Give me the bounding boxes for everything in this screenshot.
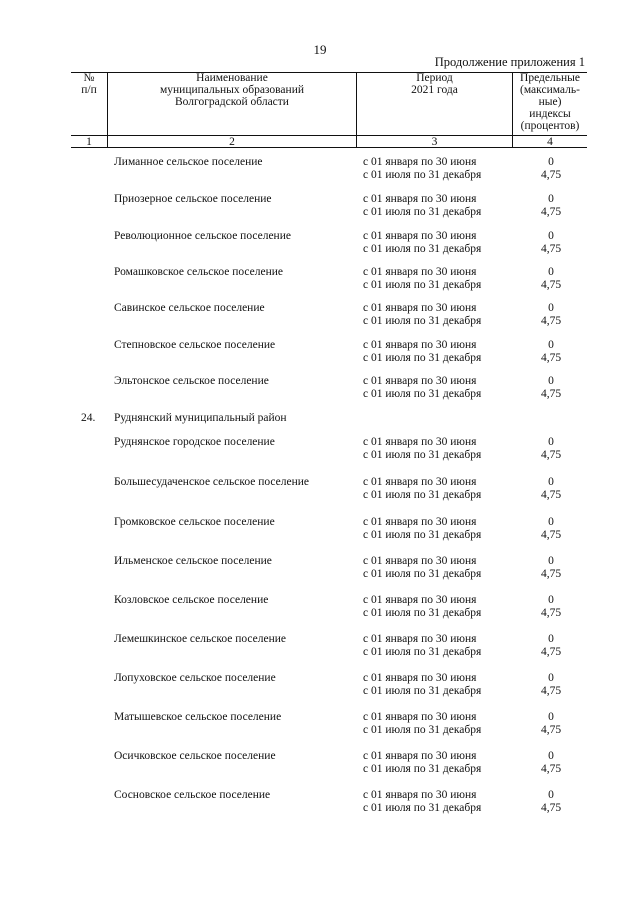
period-second-half: с 01 июля по 31 декабря <box>363 723 482 736</box>
period-first-half: с 01 января по 30 июня <box>363 339 477 351</box>
period-cell <box>363 750 481 775</box>
table-row <box>0 412 640 438</box>
index-value-first-half: 0 <box>548 339 554 351</box>
index-value-second-half: 4,75 <box>540 606 562 619</box>
index-value-second-half: 4,75 <box>540 242 562 255</box>
period-first-half: с 01 января по 30 июня <box>363 711 477 723</box>
header-index: Предельные (максималь- ные) индексы (процентов) <box>520 72 580 132</box>
header-period: Период 2021 года <box>411 72 458 96</box>
period-second-half: с 01 июля по 31 декабря <box>363 528 482 541</box>
period-second-half: с 01 июля по 31 декабря <box>363 242 482 255</box>
period-cell <box>363 193 481 218</box>
municipality-name: Осичковское сельское поселение <box>114 750 276 762</box>
table-row <box>0 230 640 256</box>
index-cell <box>520 339 582 364</box>
period-cell <box>363 375 481 400</box>
period-cell <box>363 633 481 658</box>
table-row <box>0 436 640 462</box>
index-cell <box>520 555 582 580</box>
index-value-first-half: 0 <box>548 230 554 242</box>
period-second-half: с 01 июля по 31 декабря <box>363 387 482 400</box>
index-value-first-half: 0 <box>548 375 554 387</box>
period-cell <box>363 516 481 541</box>
period-cell <box>363 436 481 461</box>
table-row <box>0 594 640 620</box>
index-cell <box>520 156 582 181</box>
period-second-half: с 01 июля по 31 декабря <box>363 314 482 327</box>
index-value-second-half: 4,75 <box>540 723 562 736</box>
period-first-half: с 01 января по 30 июня <box>363 594 477 606</box>
table-row <box>0 193 640 219</box>
table-row <box>0 672 640 698</box>
table-row <box>0 266 640 292</box>
period-first-half: с 01 января по 30 июня <box>363 750 477 762</box>
index-value-first-half: 0 <box>548 156 554 168</box>
period-first-half: с 01 января по 30 июня <box>363 436 477 448</box>
index-value-second-half: 4,75 <box>540 684 562 697</box>
table-row <box>0 633 640 659</box>
period-first-half: с 01 января по 30 июня <box>363 555 477 567</box>
index-cell <box>520 711 582 736</box>
municipality-name: Ильменское сельское поселение <box>114 555 272 567</box>
table-row <box>0 789 640 815</box>
period-second-half: с 01 июля по 31 декабря <box>363 567 482 580</box>
index-cell <box>520 302 582 327</box>
table-row <box>0 339 640 365</box>
index-cell <box>520 594 582 619</box>
period-first-half: с 01 января по 30 июня <box>363 266 477 278</box>
index-value-second-half: 4,75 <box>540 387 562 400</box>
index-value-second-half: 4,75 <box>540 762 562 775</box>
index-cell <box>520 436 582 461</box>
period-first-half: с 01 января по 30 июня <box>363 672 477 684</box>
period-cell <box>363 555 481 580</box>
index-value-second-half: 4,75 <box>540 448 562 461</box>
period-second-half: с 01 июля по 31 декабря <box>363 278 482 291</box>
index-cell <box>520 789 582 814</box>
column-number: 1 <box>86 136 92 148</box>
index-value-second-half: 4,75 <box>540 488 562 501</box>
period-first-half: с 01 января по 30 июня <box>363 375 477 387</box>
period-first-half: с 01 января по 30 июня <box>363 302 477 314</box>
index-cell <box>520 230 582 255</box>
table-row <box>0 476 640 502</box>
index-cell <box>520 633 582 658</box>
period-cell <box>363 266 481 291</box>
municipality-name: Степновское сельское поселение <box>114 339 276 351</box>
page-number: 19 <box>313 42 327 57</box>
municipality-name: Лопуховское сельское поселение <box>114 672 276 684</box>
period-first-half: с 01 января по 30 июня <box>363 230 477 242</box>
period-second-half: с 01 июля по 31 декабря <box>363 205 482 218</box>
row-number: 24. <box>81 412 96 424</box>
period-cell <box>363 339 481 364</box>
index-value-first-half: 0 <box>548 789 554 801</box>
period-first-half: с 01 января по 30 июня <box>363 789 477 801</box>
column-number: 4 <box>547 136 553 148</box>
municipality-name: Ромашковское сельское поселение <box>114 266 283 278</box>
period-first-half: с 01 января по 30 июня <box>363 193 477 205</box>
period-second-half: с 01 июля по 31 декабря <box>363 448 482 461</box>
index-value-second-half: 4,75 <box>540 205 562 218</box>
municipality-name: Большесудаченское сельское поселение <box>114 476 310 488</box>
header-num: № п/п <box>81 72 97 96</box>
period-cell <box>363 789 481 814</box>
table-row <box>0 516 640 542</box>
index-cell <box>520 375 582 400</box>
period-second-half: с 01 июля по 31 декабря <box>363 645 482 658</box>
column-number: 3 <box>431 136 438 148</box>
municipality-name: Козловское сельское поселение <box>114 594 269 606</box>
municipality-name: Руднянский муниципальный район <box>114 412 287 424</box>
municipality-name: Эльтонское сельское поселение <box>114 375 269 387</box>
period-cell <box>363 594 481 619</box>
municipality-name: Руднянское городское поселение <box>114 436 275 448</box>
index-cell <box>520 516 582 541</box>
period-second-half: с 01 июля по 31 декабря <box>363 606 482 619</box>
table-row <box>0 156 640 182</box>
index-value-second-half: 4,75 <box>540 528 562 541</box>
period-cell <box>363 156 481 181</box>
municipality-name: Лиманное сельское поселение <box>114 156 263 168</box>
period-second-half: с 01 июля по 31 декабря <box>363 684 482 697</box>
index-value-second-half: 4,75 <box>540 278 562 291</box>
index-cell <box>520 266 582 291</box>
index-value-second-half: 4,75 <box>540 314 562 327</box>
period-cell <box>363 711 481 736</box>
period-second-half: с 01 июля по 31 декабря <box>363 488 482 501</box>
table-row <box>0 375 640 401</box>
municipality-name: Савинское сельское поселение <box>114 302 265 314</box>
table-header <box>71 72 587 148</box>
index-value-second-half: 4,75 <box>540 168 562 181</box>
period-first-half: с 01 января по 30 июня <box>363 633 477 645</box>
period-second-half: с 01 июля по 31 декабря <box>363 762 482 775</box>
index-value-first-half: 0 <box>548 193 554 205</box>
period-cell <box>363 302 481 327</box>
index-value-second-half: 4,75 <box>540 351 562 364</box>
table-row <box>0 555 640 581</box>
index-value-first-half: 0 <box>548 436 554 448</box>
period-cell <box>363 476 481 501</box>
period-first-half: с 01 января по 30 июня <box>363 476 477 488</box>
municipality-name: Приозерное сельское поселение <box>114 193 272 205</box>
municipality-name: Революционное сельское поселение <box>114 230 291 242</box>
column-number: 2 <box>229 136 235 148</box>
index-cell <box>520 193 582 218</box>
index-cell <box>520 672 582 697</box>
header-name: Наименование муниципальных образований Волгоградской области <box>159 72 305 108</box>
index-value-first-half: 0 <box>548 516 554 528</box>
period-second-half: с 01 июля по 31 декабря <box>363 351 482 364</box>
period-second-half: с 01 июля по 31 декабря <box>363 801 482 814</box>
period-second-half: с 01 июля по 31 декабря <box>363 168 482 181</box>
period-first-half: с 01 января по 30 июня <box>363 516 477 528</box>
index-value-first-half: 0 <box>548 302 554 314</box>
period-first-half: с 01 января по 30 июня <box>363 156 477 168</box>
municipality-name: Громковское сельское поселение <box>114 516 275 528</box>
index-value-second-half: 4,75 <box>540 645 562 658</box>
period-cell <box>363 230 481 255</box>
index-cell <box>520 750 582 775</box>
index-value-second-half: 4,75 <box>540 567 562 580</box>
index-value-first-half: 0 <box>548 672 554 684</box>
index-value-first-half: 0 <box>548 750 554 762</box>
index-value-first-half: 0 <box>548 594 554 606</box>
table-row <box>0 302 640 328</box>
index-value-first-half: 0 <box>548 633 554 645</box>
index-value-first-half: 0 <box>548 555 554 567</box>
index-value-first-half: 0 <box>548 476 554 488</box>
index-value-second-half: 4,75 <box>540 801 562 814</box>
municipality-name: Матышевское сельское поселение <box>114 711 282 723</box>
index-value-first-half: 0 <box>548 266 554 278</box>
appendix-note: Продолжение приложения 1 <box>434 55 585 69</box>
index-value-first-half: 0 <box>548 711 554 723</box>
header-mid-rule <box>71 135 587 136</box>
municipality-name: Лемешкинское сельское поселение <box>114 633 287 645</box>
table-row <box>0 750 640 776</box>
index-cell <box>520 476 582 501</box>
period-cell <box>363 672 481 697</box>
table-row <box>0 711 640 737</box>
municipality-name: Сосновское сельское поселение <box>114 789 271 801</box>
